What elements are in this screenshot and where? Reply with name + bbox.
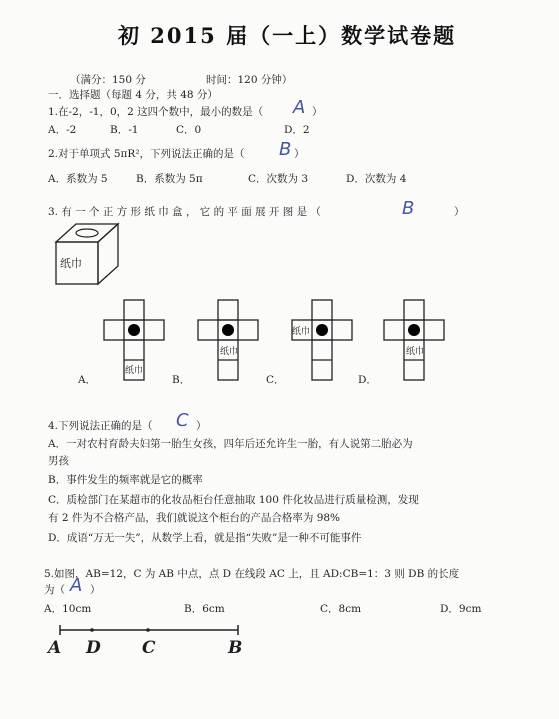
q4-option-a-line2: 男孩: [48, 455, 69, 467]
q3-option-c: C．: [266, 374, 285, 386]
q2-option-a: A．系数为 5: [48, 173, 108, 185]
question-3-close: ）: [454, 206, 465, 218]
q1-option-b: B．-1: [110, 124, 139, 136]
point-a-label: A: [48, 638, 62, 658]
question-5-stem: 5.如图，AB=12，C 为 AB 中点，点 D 在线段 AC 上，且 AD:CB=1：3 则 DB 的长度: [44, 568, 460, 580]
q3-option-d: D．: [358, 374, 377, 386]
full-score: （满分：150 分: [70, 74, 146, 86]
q1-option-a: A．-2: [48, 124, 77, 136]
question-5-stem-line2: 为（: [44, 584, 65, 596]
segment-figure: [50, 622, 250, 638]
question-5-close: ）: [90, 584, 101, 596]
question-4-close: ）: [196, 420, 207, 432]
point-d-label: D: [86, 638, 101, 658]
net-c: [288, 298, 354, 384]
net-a-label: 纸巾: [125, 366, 144, 376]
question-3-answer: B: [402, 198, 415, 219]
page-title: 初 2015 届（一上）数学试卷题: [118, 23, 457, 48]
point-b-label: B: [228, 638, 243, 658]
exam-time: 时间：120 分钟）: [206, 74, 293, 86]
q5-option-c: C．8cm: [320, 603, 362, 615]
question-2-close: ）: [294, 148, 305, 160]
q1-option-d: D．2: [284, 124, 310, 136]
question-4-stem: 4.下列说法正确的是（: [48, 420, 153, 432]
question-3-stem: 3. 有 一 个 正 方 形 纸 巾 盒 ， 它 的 平 面 展 开 图 是 （: [48, 206, 321, 218]
q4-option-a-line1: A．一对农村育龄夫妇第一胎生女孩，四年后还允许生一胎，有人说第二胎必为: [48, 438, 413, 450]
question-1-close: ）: [312, 106, 323, 118]
q2-option-b: B．系数为 5π: [136, 173, 203, 185]
point-c-label: C: [142, 638, 156, 658]
q3-option-a: A．: [78, 374, 97, 386]
q5-option-a: A．10cm: [44, 603, 92, 615]
q3-option-b: B．: [172, 374, 191, 386]
question-1-stem: 1.在-2，-1，0，2 这四个数中，最小的数是（: [48, 106, 264, 118]
net-d-label: 纸巾: [406, 347, 425, 357]
q4-option-c-line1: C．质检部门在某超市的化妆品柜台任意抽取 100 件化妆品进行质量检测，发现: [48, 494, 419, 506]
q5-option-d: D．9cm: [440, 603, 482, 615]
net-c-label: 纸巾: [292, 327, 311, 337]
question-5-answer: A: [70, 575, 83, 596]
q5-option-b: B．6cm: [184, 603, 225, 615]
box-label: 纸巾: [60, 257, 82, 270]
question-2-stem: 2.对于单项式 5πR²，下列说法正确的是（: [48, 148, 245, 160]
q1-option-c: C．0: [176, 124, 202, 136]
question-1-answer: A: [293, 97, 306, 118]
q4-option-c-line2: 有 2 件为不合格产品，我们就说这个柜台的产品合格率为 98%: [48, 512, 341, 524]
question-4-answer: C: [176, 410, 189, 431]
q4-option-b: B．事件发生的频率就是它的概率: [48, 474, 203, 486]
net-d: [380, 298, 446, 384]
net-b-label: 纸巾: [220, 347, 239, 357]
question-2-answer: B: [279, 139, 292, 160]
q2-option-d: D．次数为 4: [346, 173, 407, 185]
net-b: [194, 298, 260, 384]
q4-option-d: D．成语“万无一失”，从数学上看，就是指“失败”是一种不可能事件: [48, 532, 362, 544]
section-heading: 一．选择题（每题 4 分，共 48 分）: [48, 89, 218, 101]
q2-option-c: C．次数为 3: [248, 173, 309, 185]
